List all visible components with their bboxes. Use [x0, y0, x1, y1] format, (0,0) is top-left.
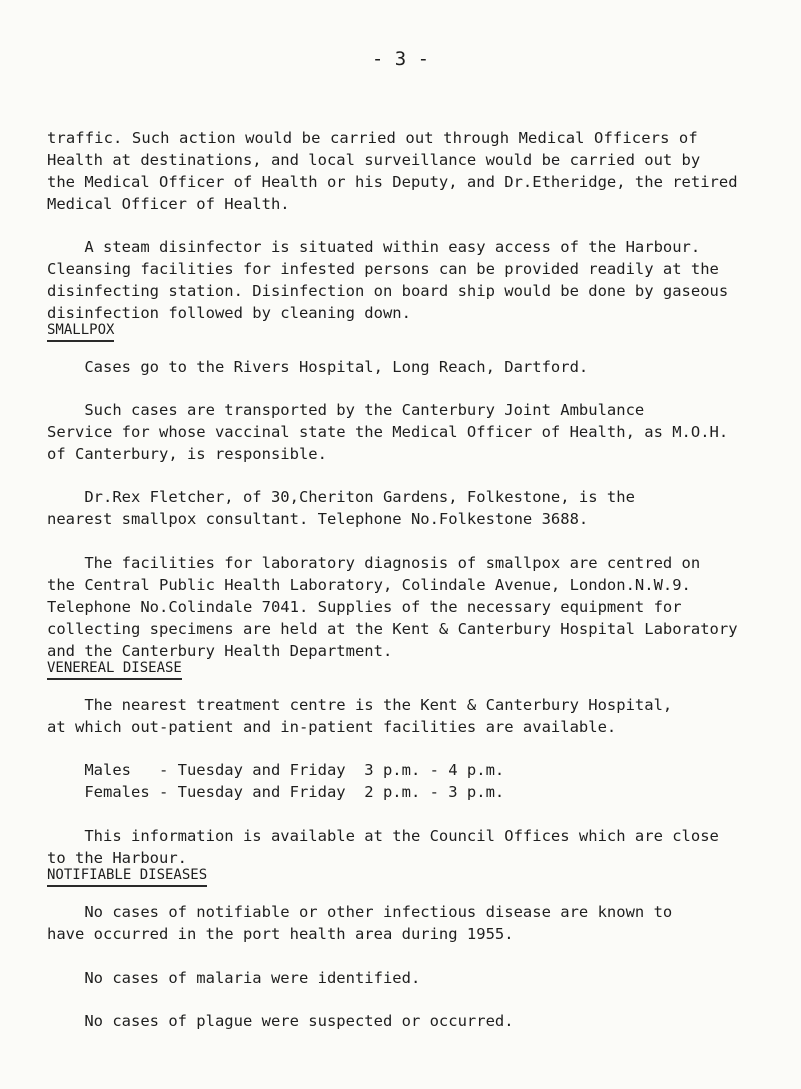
- paragraph-line: No cases of plague were suspected or occurred.: [47, 1012, 514, 1030]
- section-heading-smallpox: SMALLPOX: [47, 320, 114, 342]
- paragraph-line: The nearest treatment centre is the Kent & Canterbury Hospital,: [47, 696, 673, 714]
- paragraph-line: and the Canterbury Health Department.: [47, 642, 393, 660]
- paragraph-line: to the Harbour.: [47, 849, 187, 867]
- paragraph-line: disinfection followed by cleaning down.: [47, 304, 411, 322]
- paragraph-line: Such cases are transported by the Canterbury Joint Ambulance: [47, 401, 645, 419]
- section-heading-notifiable-diseases: NOTIFIABLE DISEASES: [47, 865, 207, 887]
- paragraph-line: This information is available at the Council Offices which are close: [47, 827, 719, 845]
- paragraph-line: Medical Officer of Health.: [47, 195, 290, 213]
- section-heading-venereal-disease: VENEREAL DISEASE: [47, 658, 182, 680]
- paragraph-line: of Canterbury, is responsible.: [47, 445, 327, 463]
- paragraph-line: traffic. Such action would be carried out through Medical Officers of: [47, 129, 698, 147]
- paragraph-line: Dr.Rex Fletcher, of 30,Cheriton Gardens, Folkestone, is the: [47, 488, 635, 506]
- paragraph-line: disinfecting station. Disinfection on board ship would be done by gaseous: [47, 282, 729, 300]
- paragraph-line: Cases go to the Rivers Hospital, Long Reach, Dartford.: [47, 358, 589, 376]
- paragraph-line: Service for whose vaccinal state the Medical Officer of Health, as M.O.H.: [47, 423, 729, 441]
- paragraph-line: Cleansing facilities for infested persons can be provided readily at the: [47, 260, 719, 278]
- paragraph-line: have occurred in the port health area during 1955.: [47, 925, 514, 943]
- paragraph-line: Telephone No.Colindale 7041. Supplies of the necessary equipment for: [47, 598, 682, 616]
- paragraph-line: the Central Public Health Laboratory, Colindale Avenue, London.N.W.9.: [47, 576, 691, 594]
- paragraph-line: the Medical Officer of Health or his Deputy, and Dr.Etheridge, the retired: [47, 173, 738, 191]
- paragraph-line: No cases of malaria were identified.: [47, 969, 421, 987]
- paragraph-line: nearest smallpox consultant. Telephone No.Folkestone 3688.: [47, 510, 589, 528]
- paragraph-line: collecting specimens are held at the Kent & Canterbury Hospital Laboratory: [47, 620, 738, 638]
- paragraph-line: at which out-patient and in-patient facilities are available.: [47, 718, 617, 736]
- clinic-hours-line: Females - Tuesday and Friday 2 p.m. - 3 p.m.: [47, 783, 505, 801]
- paragraph-line: No cases of notifiable or other infectious disease are known to: [47, 903, 673, 921]
- paragraph-line: Health at destinations, and local surveillance would be carried out by: [47, 151, 701, 169]
- paragraph-line: The facilities for laboratory diagnosis of smallpox are centred on: [47, 554, 701, 572]
- paragraph-line: A steam disinfector is situated within easy access of the Harbour.: [47, 238, 701, 256]
- page-number: - 3 -: [371, 48, 430, 70]
- clinic-hours-line: Males - Tuesday and Friday 3 p.m. - 4 p.m.: [47, 761, 505, 779]
